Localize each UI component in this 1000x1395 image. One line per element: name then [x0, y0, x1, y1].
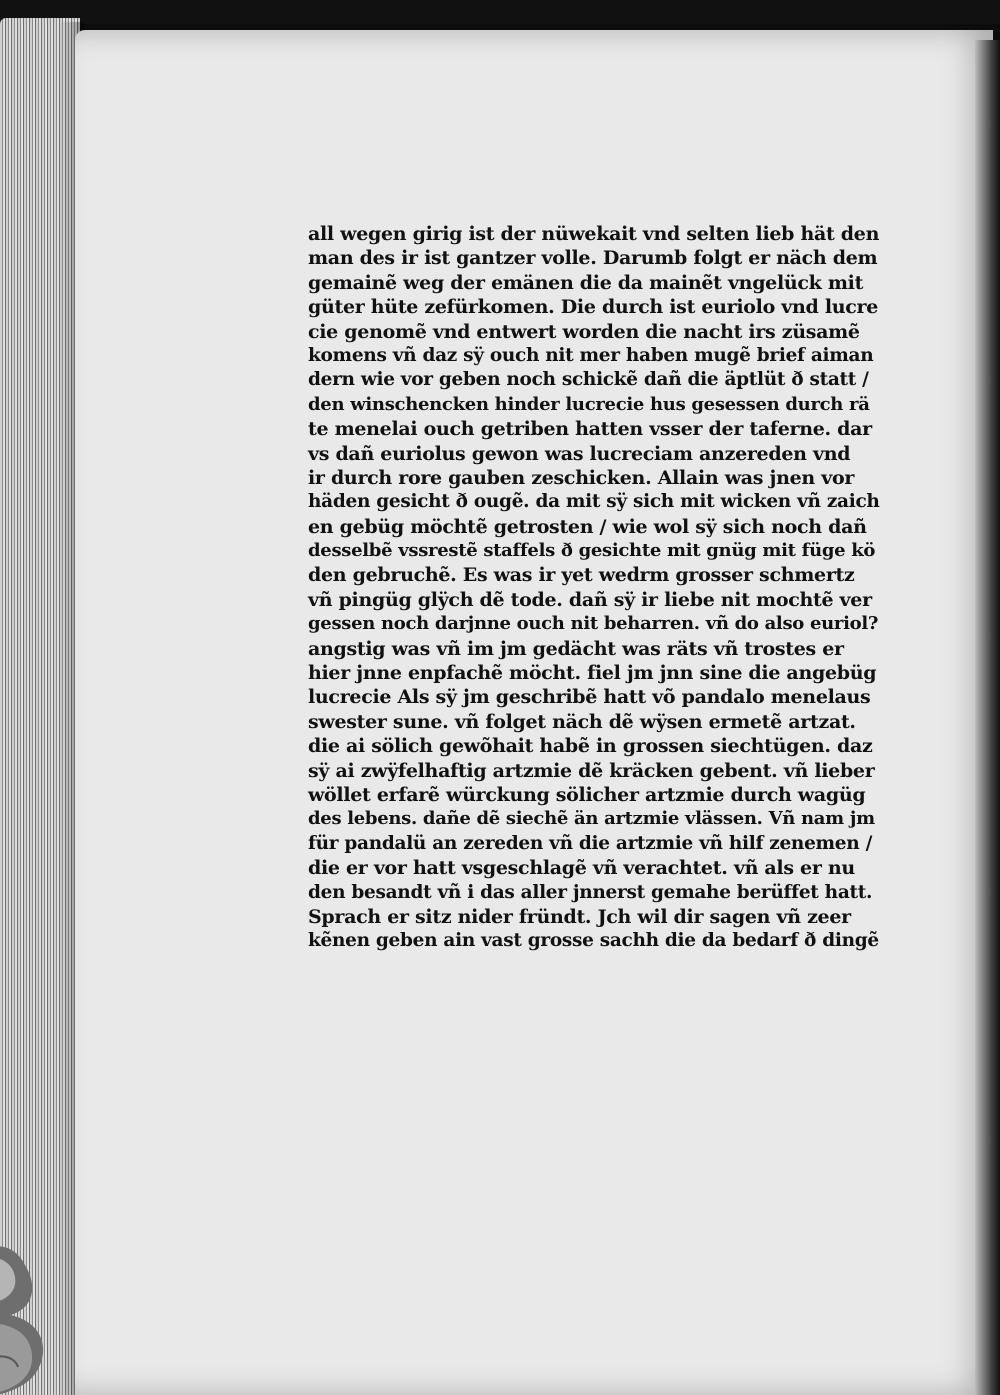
text-line: swester sune. vñ folget näch dẽ wÿsen ermetẽ artzat.: [308, 710, 856, 733]
text-line: desselbẽ vssrestẽ staffels ð gesichte mit gnüg mit füge kö: [308, 540, 876, 562]
text-line: komens vñ daz sÿ ouch nit mer haben mugẽ brief aiman: [308, 344, 874, 366]
blackletter-text-block: [308, 222, 883, 954]
text-line: Sprach er sitz nider fründt. Jch wil dir sagen vñ zeer: [308, 905, 851, 928]
text-line: güter hüte zefürkomen. Die durch ist euriolo vnd lucre: [308, 296, 879, 319]
book-gutter: [975, 40, 1000, 1395]
text-line: des lebens. dañe dẽ siechẽ än artzmie vlässen. Vñ nam jm: [308, 808, 875, 830]
text-line: häden gesicht ð ougẽ. da mit sÿ sich mit wicken vñ zaich: [308, 491, 880, 513]
text-line: hier jnne enpfachẽ möcht. fiel jm jnn sine die angebüg: [308, 662, 877, 685]
text-line: kẽnen geben ain vast grosse sachh die da bedarf ð dingẽ: [308, 930, 879, 952]
text-line: te menelai ouch getriben hatten vsser der taferne. dar: [308, 418, 872, 441]
text-line: den winschencken hinder lucrecie hus gesessen durch rä: [308, 393, 870, 415]
text-line: cie genomẽ vnd entwert worden die nacht irs züsamẽ: [308, 320, 860, 343]
text-line: man des ir ist gantzer volle. Darumb folgt er näch dem: [308, 247, 878, 270]
text-line: lucrecie Als sÿ jm geschribẽ hatt võ pandalo menelaus: [308, 686, 871, 709]
text-line: gemainẽ weg der emänen die da mainẽt vngelück mit: [308, 271, 864, 294]
text-line: sÿ ai zwÿfelhaftig artzmie dẽ kräcken gebent. vñ lieber: [308, 759, 875, 782]
text-line: für pandalü an zereden vñ die artzmie vñ hilf zenemen /: [308, 832, 873, 854]
text-line: den besandt vñ i das aller jnnerst gemahe berüffet hatt.: [308, 881, 873, 903]
text-line: gessen noch darjnne ouch nit beharren. vñ do also euriol?: [308, 613, 879, 635]
text-line: all wegen girig ist der nüwekait vnd selten lieb hät den: [308, 223, 880, 245]
hand-holding-page: [0, 1235, 100, 1395]
text-line: dern wie vor geben noch schickẽ dañ die äptlüt ð statt /: [308, 369, 869, 391]
text-line: die er vor hatt vsgeschlagẽ vñ verachtet. vñ als er nu: [308, 857, 855, 880]
text-line: vs dañ euriolus gewon was lucreciam anzereden vnd: [308, 442, 851, 465]
text-line: die ai sölich gewõhait habẽ in grossen siechtügen. daz: [308, 735, 873, 758]
text-line: vñ pingüg glÿch dẽ tode. dañ sÿ ir liebe nit mochtẽ ver: [308, 588, 872, 611]
text-line: ir durch rore gauben zeschicken. Allain was jnen vor: [308, 466, 855, 489]
text-line: den gebruchẽ. Es was ir yet wedrm grosser schmertz: [308, 564, 855, 587]
text-line: wöllet erfarẽ würckung sölicher artzmie durch wagüg: [308, 783, 866, 806]
scan-background: [0, 0, 1000, 24]
text-line: en gebüg möchtẽ getrosten / wie wol sÿ sich noch dañ: [308, 515, 867, 538]
text-line: angstig was vñ im jm gedächt was räts vñ trostes er: [308, 637, 844, 660]
